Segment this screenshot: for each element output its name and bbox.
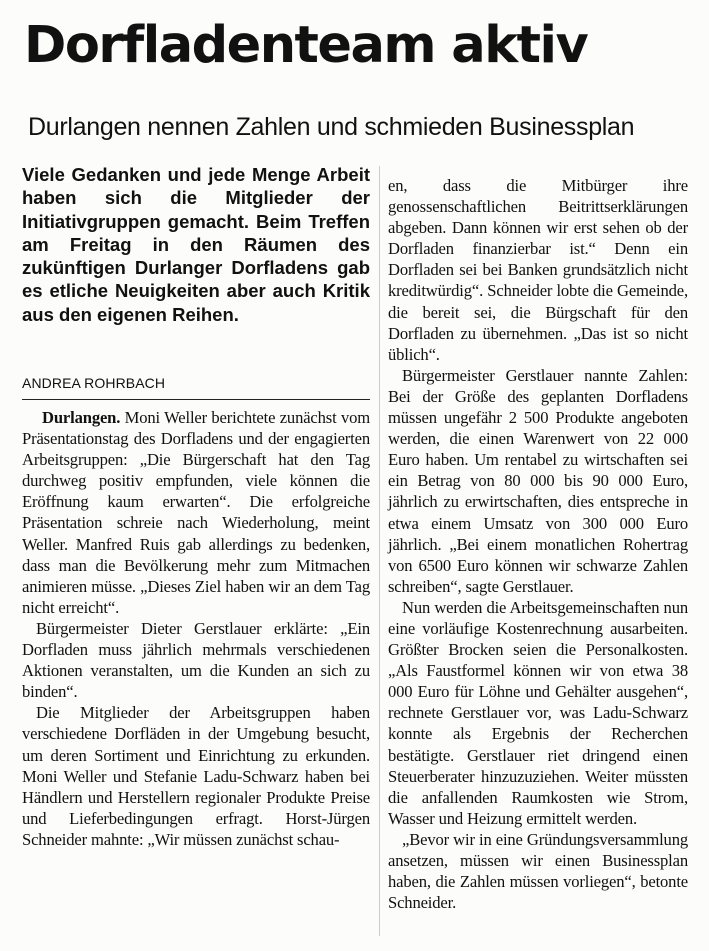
paragraph-text: Moni Weller berichtete zunächst vom Präsentationstag des Dorfladens und der engagierten Arbeitsgruppen: „Die Bürgerschaft hat den Tag durchweg positiv empfunden, viele können die Eröffnung kaum erwarten“. Die erfolgreiche Präsentation schreie nach Wiederholung, meint Weller. Manfred Ruis gab allerdings zu bedenken, dass man die Bevölkerung mehr zum Mitmachen animieren müsse. „Dieses Ziel haben wir an dem Tag nicht erreicht“. bbox=[22, 408, 370, 617]
body-column-1 bbox=[22, 407, 370, 850]
author-byline: ANDREA ROHRBACH bbox=[22, 375, 166, 391]
body-paragraph: „Bevor wir in eine Gründungsversammlung ansetzen, müssen wir einen Businessplan haben, die Zahlen müssen vorliegen“, betonte Schneider. bbox=[388, 829, 688, 913]
headline: Dorfladenteam aktiv bbox=[24, 16, 588, 75]
body-paragraph: Die Mitglieder der Arbeitsgruppen haben verschiedene Dorfläden in der Umgebung besucht, um deren Sortiment und Einrichtung zu erkunden. Moni Weller und Stefanie Ladu-Schwarz haben bei Händlern und Herstellern regionaler Produkte Preise und Lieferbedingungen erfragt. Horst-Jürgen Schneider mahnte: „Wir müssen zunächst schau- bbox=[22, 703, 370, 849]
lead-paragraph: Viele Gedanken und jede Menge Arbeit haben sich die Mitglieder der Initiativgruppen gemacht. Beim Treffen am Freitag in den Räumen des zukünftigen Durlanger Dorfladens gab es etliche Neuigkeiten aber auch Kritik aus den eigenen Reihen. bbox=[22, 164, 370, 325]
subheadline: Durlangen nennen Zahlen und schmieden Businessplan bbox=[28, 113, 635, 141]
body-paragraph: Bürgermeister Gerstlauer nannte Zahlen: Bei der Größe des geplanten Dorfladens müssen ungefähr 2 500 Produkte angeboten werden, die einen Warenwert von 22 000 Euro haben. Um rentabel zu wirtschaften sei ein Betrag von 80 000 bis 90 000 Euro, jährlich zu erwirtschaften, dies entspreche in etwa einem Umsatz von 300 000 Euro jährlich. „Bei einem monatlichen Rohertrag von 6500 Euro können wir schwarze Zahlen schreiben“, sagte Gerstlauer. bbox=[388, 365, 688, 596]
body-paragraph bbox=[22, 407, 370, 618]
body-paragraph: Nun werden die Arbeitsgemeinschaften nun eine vorläufige Kostenrechnung ausarbeiten. Größter Brocken seien die Personalkosten. „Als Faustformel können wir von etwa 38 000 Euro für Löhne und Gehälter ausgehen“, rechnete Gerstlauer vor, was Ladu-Schwarz konnte als Ergebnis der Recherchen bestätigte. Gerstlauer riet dringend einen Steuerberater hinzuzuziehen. Weiter müssten die anfallenden Raumkosten wie Strom, Wasser und Heizung ermittelt werden. bbox=[388, 597, 688, 828]
body-paragraph: en, dass die Mitbürger ihre genossenschaftlichen Beitrittserklärungen abgeben. Dann können wir erst sehen ob der Dorfladen finanzierbar ist.“ Denn ein Dorfladen sei bei Banken grundsätzlich nicht kreditwürdig“. Schneider lobte die Gemeinde, die bereit sei, die Bürgschaft für den Dorfladen zu übernehmen. „Das ist so nicht üblich“. bbox=[388, 176, 688, 364]
body-paragraph: Bürgermeister Dieter Gerstlauer erklärte: „Ein Dorfladen muss jährlich mehrmals verschiedenen Aktionen veranstalten, um die Kunden an sich zu binden“. bbox=[22, 618, 370, 702]
column-divider bbox=[379, 166, 380, 936]
dateline: Durlangen. bbox=[42, 408, 121, 427]
byline-rule bbox=[22, 399, 370, 400]
body-column-2 bbox=[388, 175, 688, 913]
